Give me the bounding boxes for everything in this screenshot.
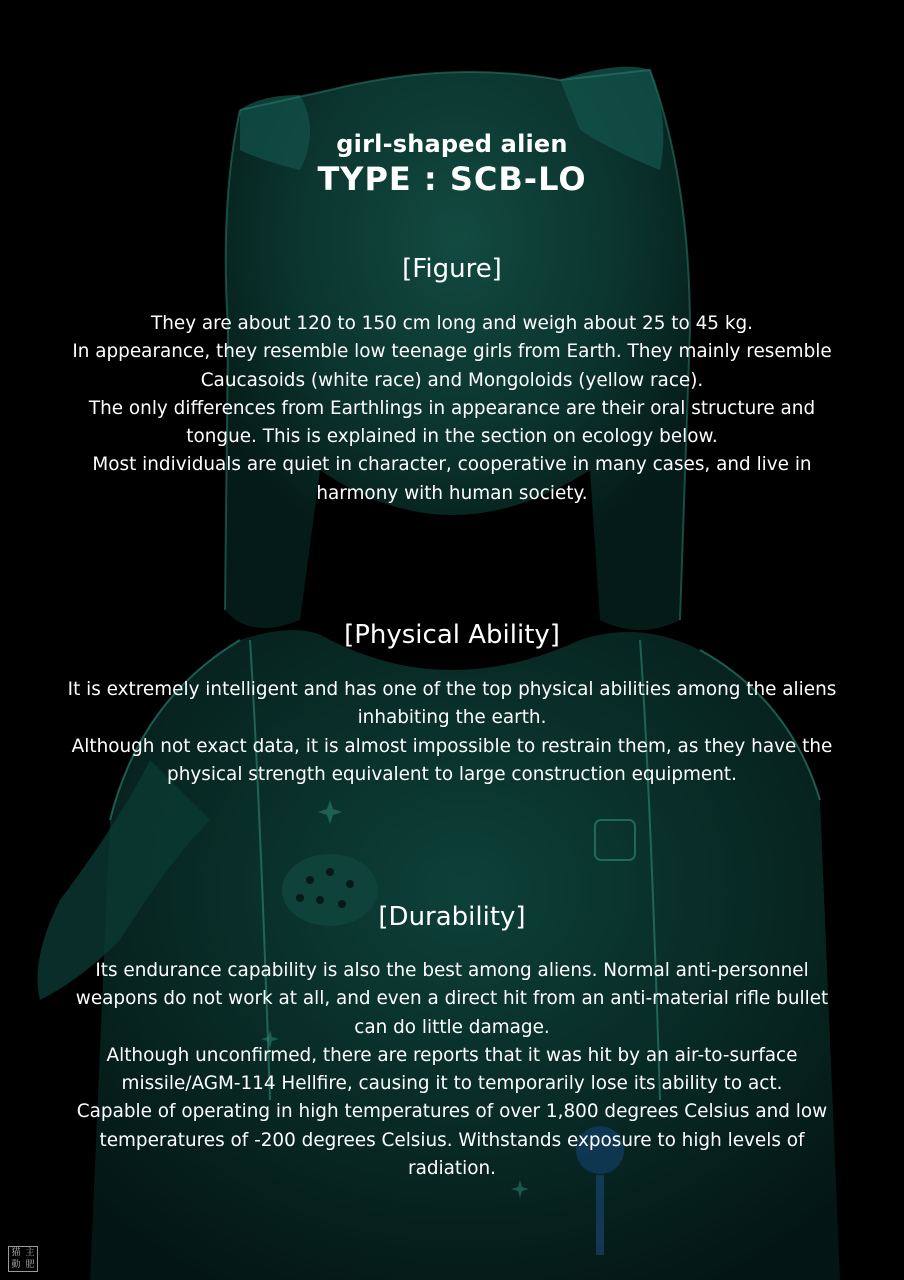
text-line: can do little damage. <box>354 1016 550 1038</box>
section-body-durability <box>52 957 852 1183</box>
text-line: weapons do not work at all, and even a direct hit from an anti-material rifle bullet <box>75 988 829 1010</box>
text-line: The only differences from Earthlings in appearance are their oral structure and <box>88 397 816 419</box>
section-body-figure <box>52 310 852 508</box>
text-line: inhabiting the earth. <box>357 707 547 729</box>
text-line: tongue. This is explained in the section on ecology below. <box>186 426 718 448</box>
text-line: In appearance, they resemble low teenage girls from Earth. They mainly resemble <box>72 341 832 363</box>
text-line: They are about 120 to 150 cm long and weigh about 25 to 45 kg. <box>150 313 753 334</box>
text-line: Caucasoids (white race) and Mongoloids (yellow race). <box>200 369 704 391</box>
text-line: Most individuals are quiet in character, cooperative in many cases, and live in <box>92 454 812 476</box>
text-line: Its endurance capability is also the best among aliens. Normal anti-personnel <box>95 960 809 981</box>
text-line: physical strength equivalent to large construction equipment. <box>167 763 737 785</box>
text-line: It is extremely intelligent and has one of the top physical abilities among the aliens <box>67 679 837 700</box>
text-line: Although not exact data, it is almost impossible to restrain them, as they have the <box>71 735 833 757</box>
stamp-char: 動 <box>11 1260 21 1270</box>
text-line: harmony with human society. <box>316 482 588 504</box>
section-heading-figure: [Figure] <box>402 254 502 284</box>
section-heading-durability: [Durability] <box>378 902 526 932</box>
section-body-physical-ability <box>52 676 852 789</box>
text-line: radiation. <box>408 1158 496 1180</box>
text-line: missile/AGM-114 Hellfire, causing it to temporarily lose its ability to act. <box>121 1073 783 1095</box>
stamp-char: 肥 <box>25 1260 35 1270</box>
text-line: Although unconfirmed, there are reports that it was hit by an air-to-surface <box>106 1044 798 1066</box>
page-subtitle: girl-shaped alien <box>336 130 568 158</box>
text-line: Capable of operating in high temperatures of over 1,800 degrees Celsius and low <box>76 1101 828 1123</box>
text-line: temperatures of -200 degrees Celsius. Withstands exposure to high levels of <box>99 1129 805 1151</box>
stamp-char: 主 <box>25 1248 35 1258</box>
artist-seal-stamp <box>8 1246 38 1272</box>
stamp-char: 猫 <box>11 1248 21 1258</box>
section-heading-physical-ability: [Physical Ability] <box>344 620 560 650</box>
page-title: TYPE : SCB-LO <box>317 160 587 198</box>
